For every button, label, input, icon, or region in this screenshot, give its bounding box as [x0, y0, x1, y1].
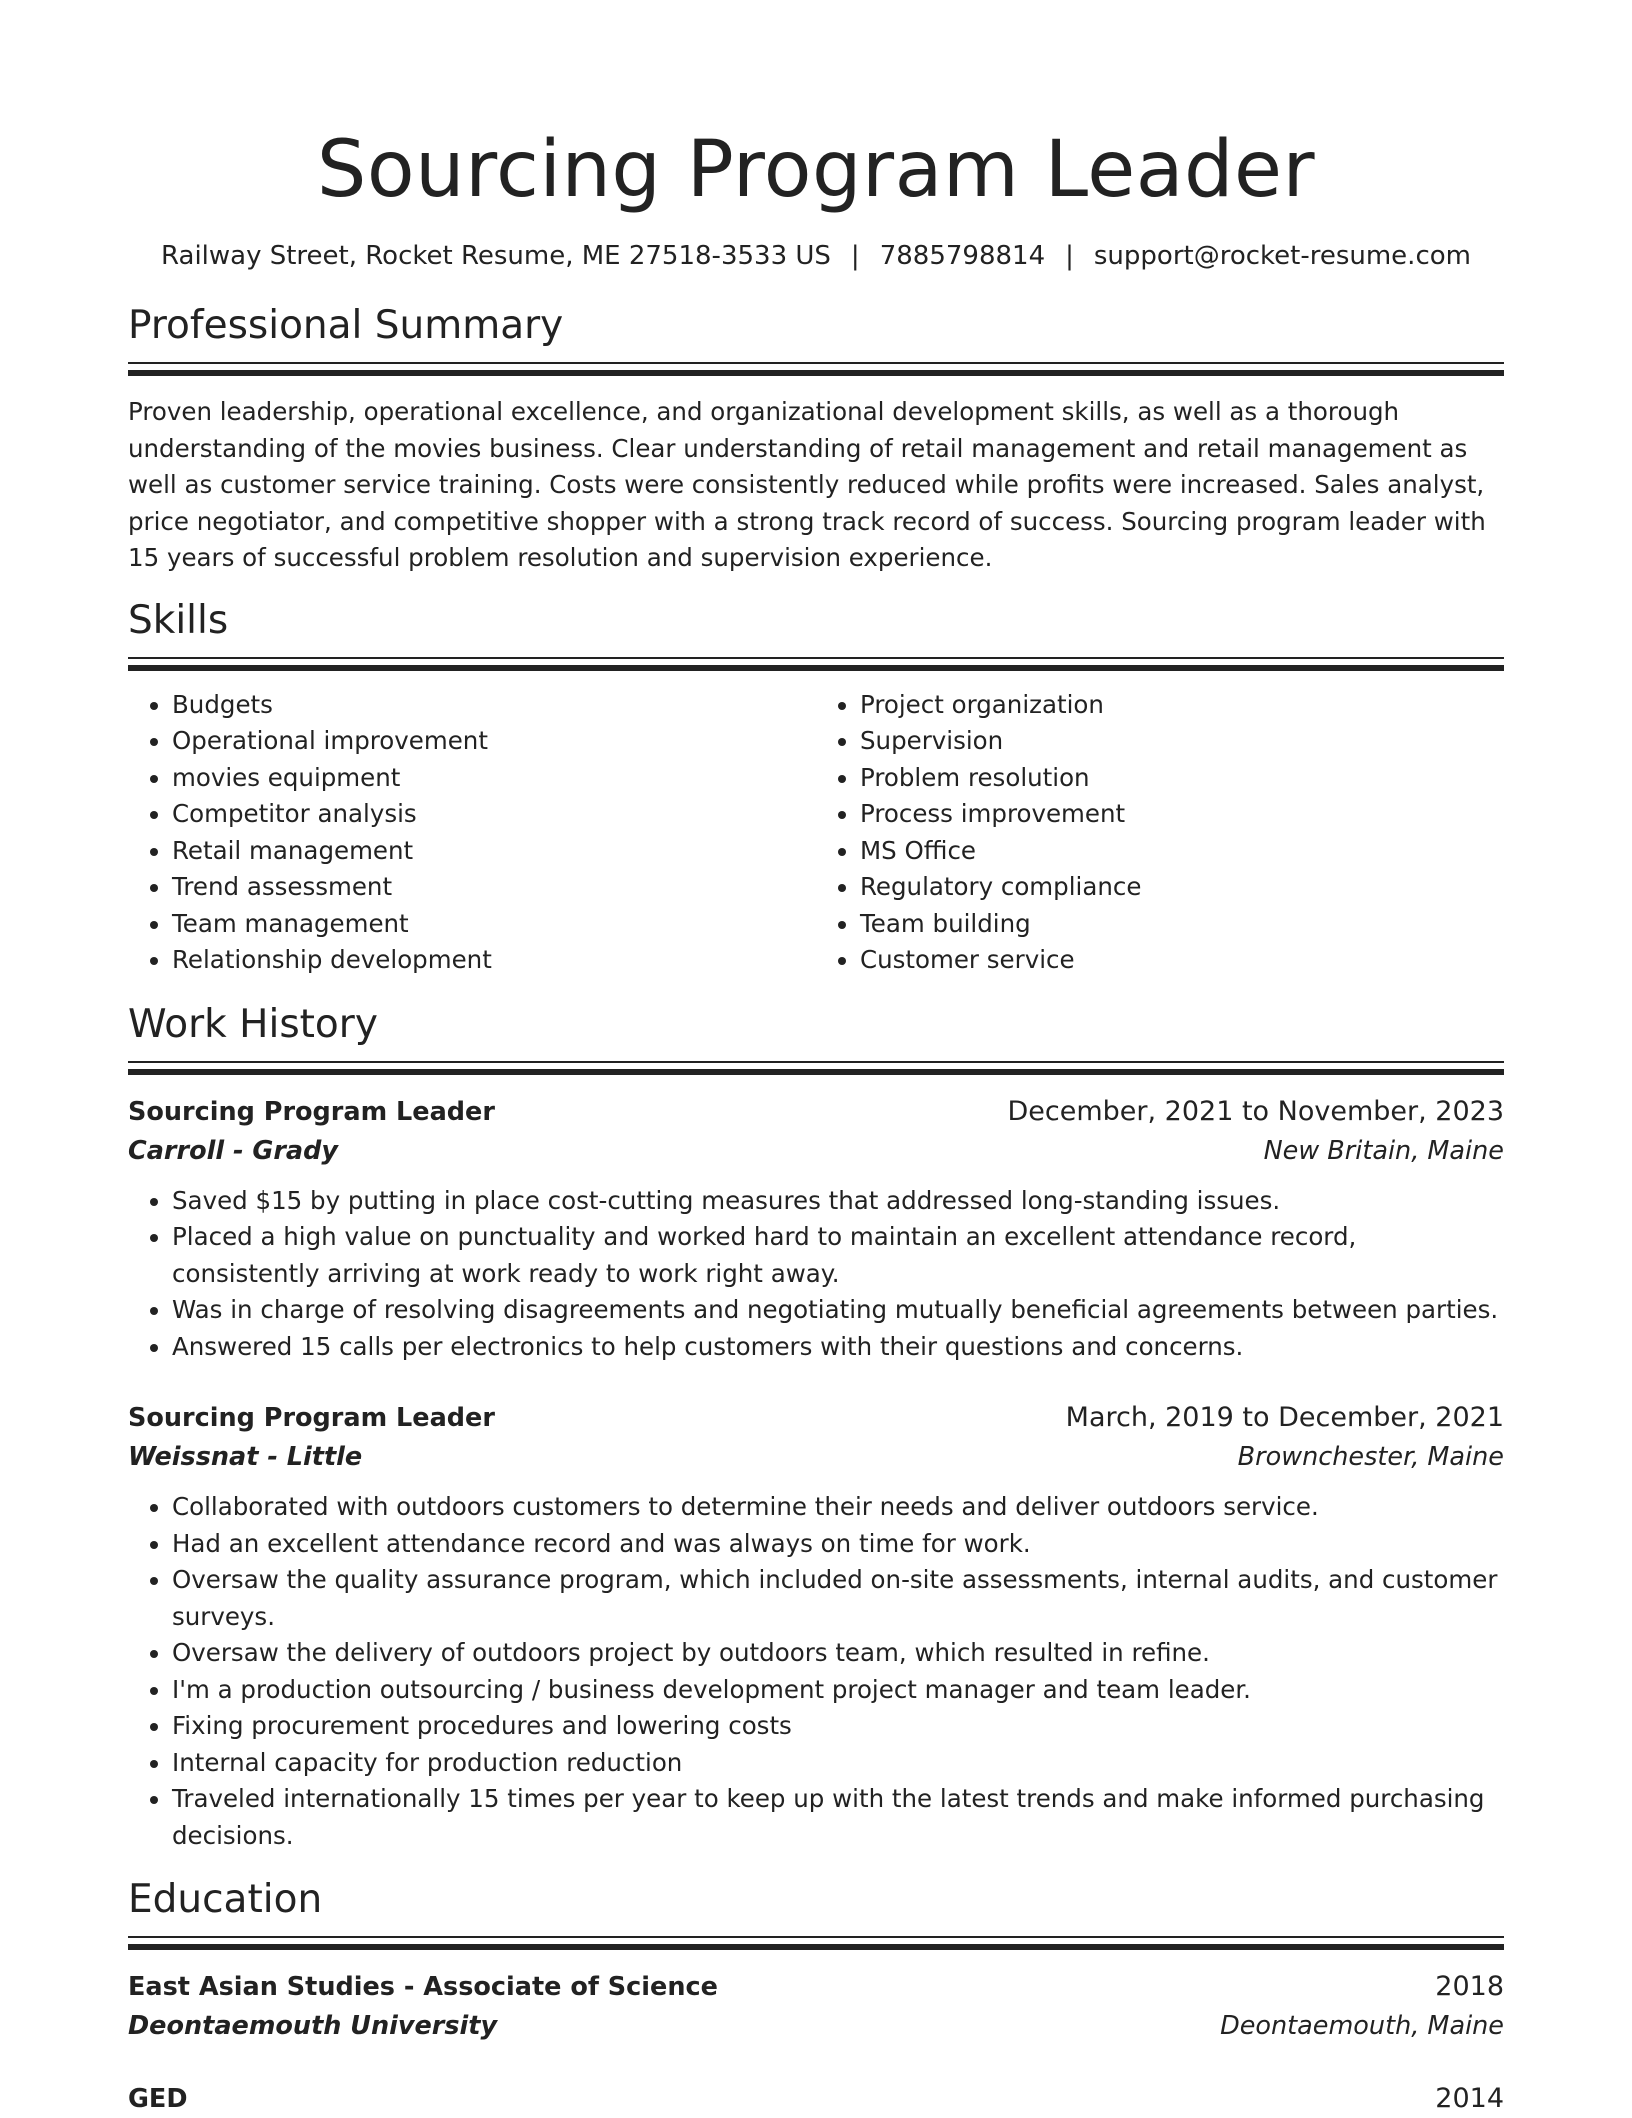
education-entry — [128, 1968, 1504, 2046]
job-bullet: • Placed a high value on punctuality and worked hard to maintain an excellent attendance record, consistently arriving at work ready to work right away. — [172, 1219, 1504, 1292]
job-dates: December, 2021 to November, 2023 — [1007, 1095, 1504, 1127]
skill-item: • MS Office — [860, 833, 1504, 870]
skill-item: • Trend assessment — [172, 869, 816, 906]
job-bullet: • Fixing procurement procedures and lowering costs — [172, 1708, 1504, 1745]
skill-item: • Operational improvement — [172, 723, 816, 760]
skills-list-right — [816, 687, 1504, 979]
skills-section — [128, 597, 1504, 979]
education-header — [128, 1968, 1504, 2006]
job-subheader — [128, 1131, 1504, 1171]
job-bullet: • Collaborated with outdoors customers to determine their needs and deliver outdoors service. — [172, 1489, 1504, 1526]
education-entry — [128, 2080, 1504, 2118]
job-header — [128, 1093, 1504, 1131]
education-section — [128, 1876, 1504, 2118]
education-degree: East Asian Studies - Associate of Science — [128, 1972, 718, 2002]
skills-list-left — [128, 687, 816, 979]
job-bullet: • Internal capacity for production reduction — [172, 1745, 1504, 1782]
job-bullet: • Oversaw the quality assurance program, which included on-site assessments, internal audits, and customer surveys. — [172, 1562, 1504, 1635]
job-bullet: • Had an excellent attendance record and was always on time for work. — [172, 1526, 1504, 1563]
contact-phone: 7885798814 — [879, 241, 1046, 271]
skill-item: • Competitor analysis — [172, 796, 816, 833]
education-location: Deontaemouth, Maine — [1220, 2011, 1504, 2041]
skill-item: • Regulatory compliance — [860, 869, 1504, 906]
summary-heading: Professional Summary — [128, 303, 564, 348]
job-entry — [128, 1399, 1504, 1854]
candidate-name: Sourcing Program Leader — [316, 125, 1316, 215]
skill-item: • Team management — [172, 906, 816, 943]
education-year: 2014 — [1435, 2083, 1504, 2114]
section-divider — [128, 1936, 1504, 1950]
job-bullet: • Saved $15 by putting in place cost-cutting measures that addressed long-standing issues. — [172, 1183, 1504, 1220]
education-subheader — [128, 2006, 1504, 2046]
job-bullet: • Answered 15 calls per electronics to help customers with their questions and concerns. — [172, 1329, 1504, 1366]
education-year: 2018 — [1435, 1971, 1504, 2002]
job-bullet: • Oversaw the delivery of outdoors project by outdoors team, which resulted in refine. — [172, 1635, 1504, 1672]
skill-item: • Retail management — [172, 833, 816, 870]
skill-item: • Relationship development — [172, 942, 816, 979]
skill-item: • Process improvement — [860, 796, 1504, 833]
contact-separator: | — [1065, 241, 1074, 271]
contact-line — [128, 238, 1504, 274]
work-history-heading: Work History — [128, 1001, 378, 1047]
job-bullets — [128, 1183, 1504, 1366]
section-divider — [128, 1061, 1504, 1075]
job-bullets — [128, 1489, 1504, 1854]
skills-heading: Skills — [128, 597, 229, 643]
job-bullet: • Was in charge of resolving disagreements and negotiating mutually beneficial agreements between parties. — [172, 1292, 1504, 1329]
education-school: Deontaemouth University — [128, 2011, 498, 2041]
skill-item: • Problem resolution — [860, 760, 1504, 797]
contact-address: Railway Street, Rocket Resume, ME 27518-3533 US — [161, 241, 831, 271]
job-bullet: • I'm a production outsourcing / business development project manager and team leader. — [172, 1672, 1504, 1709]
skill-item: • Team building — [860, 906, 1504, 943]
job-company: Carroll - Grady — [128, 1135, 339, 1166]
contact-email: support@rocket-resume.com — [1093, 241, 1471, 271]
education-heading: Education — [128, 1877, 323, 1922]
job-subheader — [128, 1437, 1504, 1477]
job-bullet: • Traveled internationally 15 times per year to keep up with the latest trends and make informed purchasing decisions. — [172, 1781, 1504, 1854]
job-header — [128, 1399, 1504, 1437]
summary-text: Proven leadership, operational excellence, and organizational development skills, as well as a thorough understanding of the movies business. Clear understanding of retail management and retail management as well as customer service training. Costs were consistently reduced while profits were increased. Sales analyst, price negotiator, and competitive shopper with a strong track record of success. Sourcing program leader with 15 years of successful problem resolution and supervision experience. — [128, 397, 1486, 572]
job-location: Brownchester, Maine — [1237, 1442, 1504, 1472]
summary-section — [128, 302, 1504, 577]
section-divider — [128, 657, 1504, 671]
job-location: New Britain, Maine — [1263, 1135, 1504, 1166]
skill-item: • movies equipment — [172, 760, 816, 797]
section-divider — [128, 362, 1504, 376]
skill-item: • Customer service — [860, 942, 1504, 979]
education-header — [128, 2080, 1504, 2118]
job-entry — [128, 1093, 1504, 1366]
education-degree: GED — [128, 2084, 188, 2114]
job-title: Sourcing Program Leader — [128, 1096, 495, 1127]
work-history-section — [128, 1001, 1504, 1855]
job-company: Weissnat - Little — [128, 1442, 363, 1472]
contact-separator: | — [850, 241, 860, 271]
job-dates: March, 2019 to December, 2021 — [1065, 1402, 1504, 1433]
skill-item: • Supervision — [860, 723, 1504, 760]
skill-item: • Budgets — [172, 687, 816, 724]
skill-item: • Project organization — [860, 687, 1504, 724]
job-title: Sourcing Program Leader — [128, 1403, 495, 1433]
skills-columns — [128, 687, 1504, 979]
